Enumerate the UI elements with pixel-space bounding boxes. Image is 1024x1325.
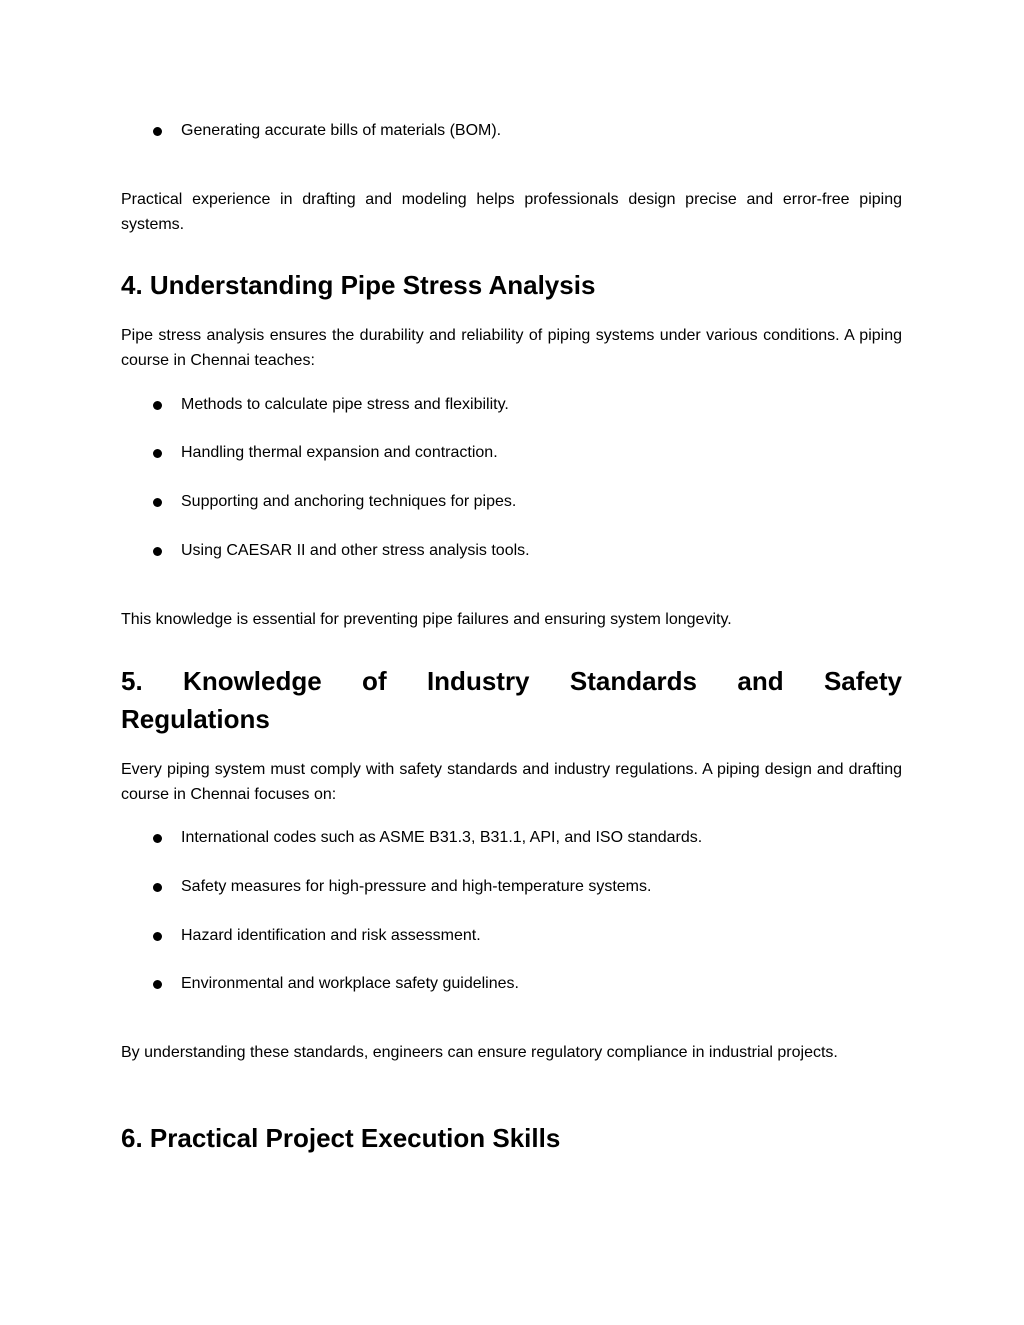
- list-item-text: International codes such as ASME B31.3, B31.1, API, and ISO standards.: [181, 829, 703, 846]
- bullet-icon: [153, 932, 162, 941]
- bullet-icon: [153, 883, 162, 892]
- bullet-icon: [153, 449, 162, 458]
- list-item-text: Methods to calculate pipe stress and flexibility.: [181, 396, 509, 413]
- bullet-icon: [153, 401, 162, 410]
- section-heading: 4. Understanding Pipe Stress Analysis: [121, 270, 596, 300]
- list-item: [152, 441, 902, 465]
- section-paragraph: Pipe stress analysis ensures the durability and reliability of piping systems under various conditions. A piping course in Chennai teaches:: [121, 327, 902, 369]
- section-heading-line: Regulations: [121, 704, 270, 734]
- list-item: [152, 539, 902, 563]
- list-item: [152, 393, 902, 417]
- list-item: [152, 826, 902, 850]
- intro-paragraph: Practical experience in drafting and modeling helps professionals design precise and error-free piping systems.: [121, 191, 902, 233]
- section-closing: By understanding these standards, engineers can ensure regulatory compliance in industrial projects.: [121, 1044, 838, 1061]
- section-heading-line: 5. Knowledge of Industry Standards and Safety: [121, 666, 902, 696]
- list-item: [152, 119, 902, 143]
- section-heading: 6. Practical Project Execution Skills: [121, 1123, 561, 1153]
- bullet-icon: [153, 834, 162, 843]
- list-item-text: Environmental and workplace safety guidelines.: [181, 975, 519, 992]
- section-paragraph: Every piping system must comply with safety standards and industry regulations. A piping design and drafting course in Chennai focuses on:: [121, 761, 902, 803]
- list-item-text: Handling thermal expansion and contraction.: [181, 444, 498, 461]
- bullet-icon: [153, 127, 162, 136]
- list-item-text: Supporting and anchoring techniques for pipes.: [181, 493, 517, 510]
- list-item-text: Hazard identification and risk assessment.: [181, 927, 481, 944]
- list-item: [152, 924, 902, 948]
- list-item-text: Generating accurate bills of materials (BOM).: [181, 122, 502, 139]
- section-closing: This knowledge is essential for preventing pipe failures and ensuring system longevity.: [121, 611, 732, 628]
- section-heading: [121, 662, 902, 738]
- bullet-icon: [153, 498, 162, 507]
- list-item-text: Safety measures for high-pressure and high-temperature systems.: [181, 878, 652, 895]
- list-item: [152, 972, 902, 996]
- bullet-icon: [153, 980, 162, 989]
- list-item: [152, 875, 902, 899]
- list-item: [152, 490, 902, 514]
- list-item-text: Using CAESAR II and other stress analysis tools.: [181, 542, 530, 559]
- bullet-icon: [153, 547, 162, 556]
